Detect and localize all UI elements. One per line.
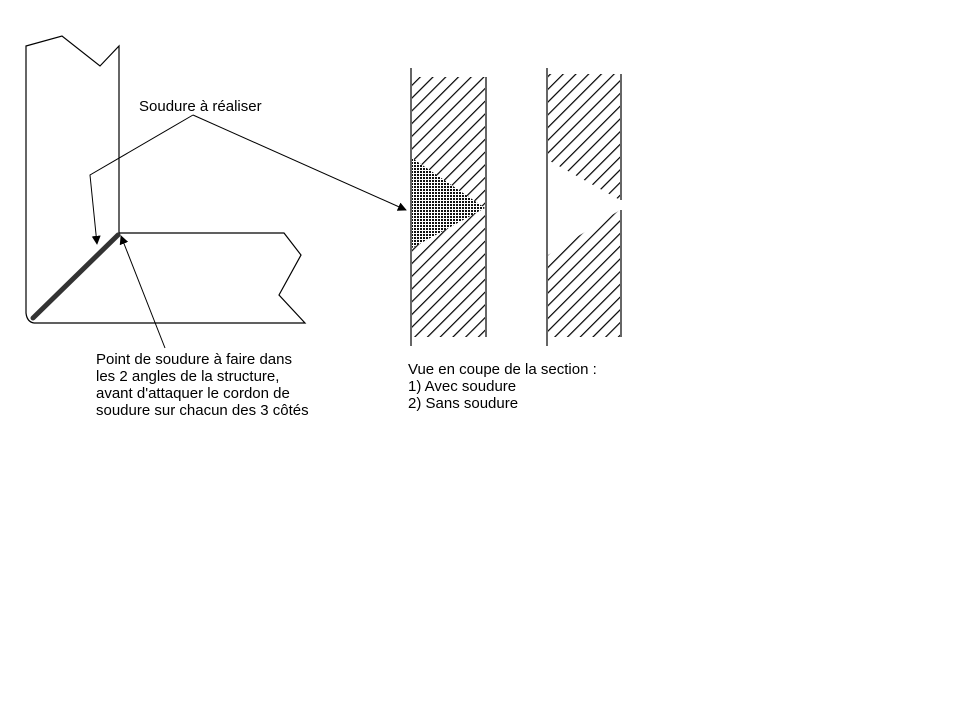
section-without-weld xyxy=(547,68,621,346)
section-with-weld xyxy=(411,68,486,346)
leader-tack-weld xyxy=(121,236,165,348)
section-view-caption xyxy=(408,361,597,412)
leader-weld-right xyxy=(193,115,406,210)
tack-weld-note-line: Point de soudure à faire dans xyxy=(96,351,292,368)
weld-bead xyxy=(33,235,118,318)
section-view-item-1: 1) Avec soudure xyxy=(408,378,517,395)
tack-weld-note-line: les 2 angles de la structure, xyxy=(96,368,280,385)
weld-to-do-label: Soudure à réaliser xyxy=(139,98,262,115)
section-view-item-2: 2) Sans soudure xyxy=(408,395,519,412)
section-view-title: Vue en coupe de la section : xyxy=(408,361,597,378)
tack-weld-note-line: soudure sur chacun des 3 côtés xyxy=(96,402,309,419)
tack-weld-note xyxy=(96,351,309,419)
tack-weld-note-line: avant d'attaquer le cordon de xyxy=(96,385,290,402)
leader-weld-left xyxy=(90,115,193,244)
